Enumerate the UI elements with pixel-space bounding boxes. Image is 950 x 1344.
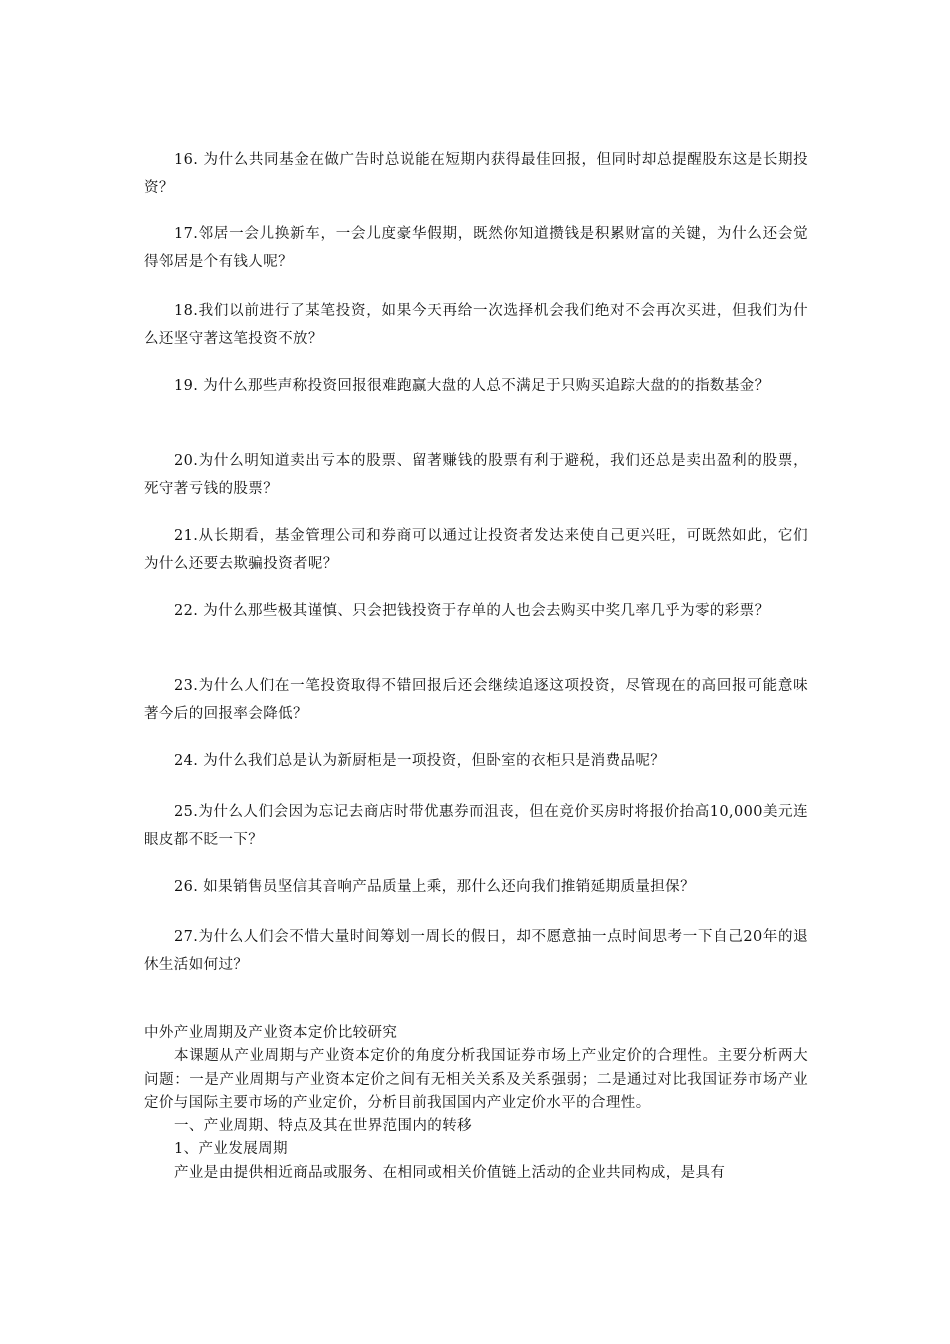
article-section <box>144 1022 808 1185</box>
question-27: 27.为什么人们会不惜大量时间筹划一周长的假日，却不愿意抽一点时间思考一下自己20年的退休生活如何过？ <box>144 929 808 973</box>
article-intro: 本课题从产业周期与产业资本定价的角度分析我国证券市场上产业定价的合理性。主要分析两大问题：一是产业周期与产业资本定价之间有无相关关系及关系强弱；二是通过对比我国证券市场产业定价与国际主要市场的产业定价，分析目前我国国内产业定价水平的合理性。 <box>144 1048 808 1111</box>
question-26: 26. 如果销售员坚信其音响产品质量上乘，那什么还向我们推销延期质量担保？ <box>174 879 695 895</box>
question-17: 17.邻居一会儿换新车，一会儿度豪华假期，既然你知道攒钱是积累财富的关键，为什么还会觉得邻居是个有钱人呢？ <box>144 226 808 270</box>
question-21: 21.从长期看，基金管理公司和券商可以通过让投资者发达来使自己更兴旺，可既然如此，它们为什么还要去欺骗投资者呢？ <box>144 528 808 572</box>
question-19: 19. 为什么那些声称投资回报很难跑赢大盘的人总不满足于只购买追踪大盘的的指数基金？ <box>174 378 770 394</box>
question-22: 22. 为什么那些极其谨慎、只会把钱投资于存单的人也会去购买中奖几率几乎为零的彩票？ <box>174 603 770 619</box>
body-paragraph: 产业是由提供相近商品或服务、在相同或相关价值链上活动的企业共同构成，是具有 <box>174 1164 726 1181</box>
subsection-heading: 1、产业发展周期 <box>174 1141 288 1158</box>
question-25: 25.为什么人们会因为忘记去商店时带优惠券而沮丧，但在竞价买房时将报价抬高10,000美元连眼皮都不眨一下？ <box>144 804 808 848</box>
section-heading: 一、产业周期、特点及其在世界范围内的转移 <box>174 1118 472 1135</box>
question-18: 18.我们以前进行了某笔投资，如果今天再给一次选择机会我们绝对不会再次买进，但我们为什么还坚守著这笔投资不放？ <box>144 303 808 347</box>
question-24: 24. 为什么我们总是认为新厨柜是一项投资，但卧室的衣柜只是消费品呢？ <box>174 753 666 769</box>
article-title: 中外产业周期及产业资本定价比较研究 <box>144 1025 398 1041</box>
question-16: 16. 为什么共同基金在做广告时总说能在短期内获得最佳回报，但同时却总提醒股东这是长期投资？ <box>144 152 808 196</box>
question-23: 23.为什么人们在一笔投资取得不错回报后还会继续追逐这项投资，尽管现在的高回报可能意味著今后的回报率会降低？ <box>144 678 808 722</box>
question-20: 20.为什么明知道卖出亏本的股票、留著赚钱的股票有利于避税，我们还总是卖出盈利的股票，死守著亏钱的股票？ <box>144 453 808 497</box>
